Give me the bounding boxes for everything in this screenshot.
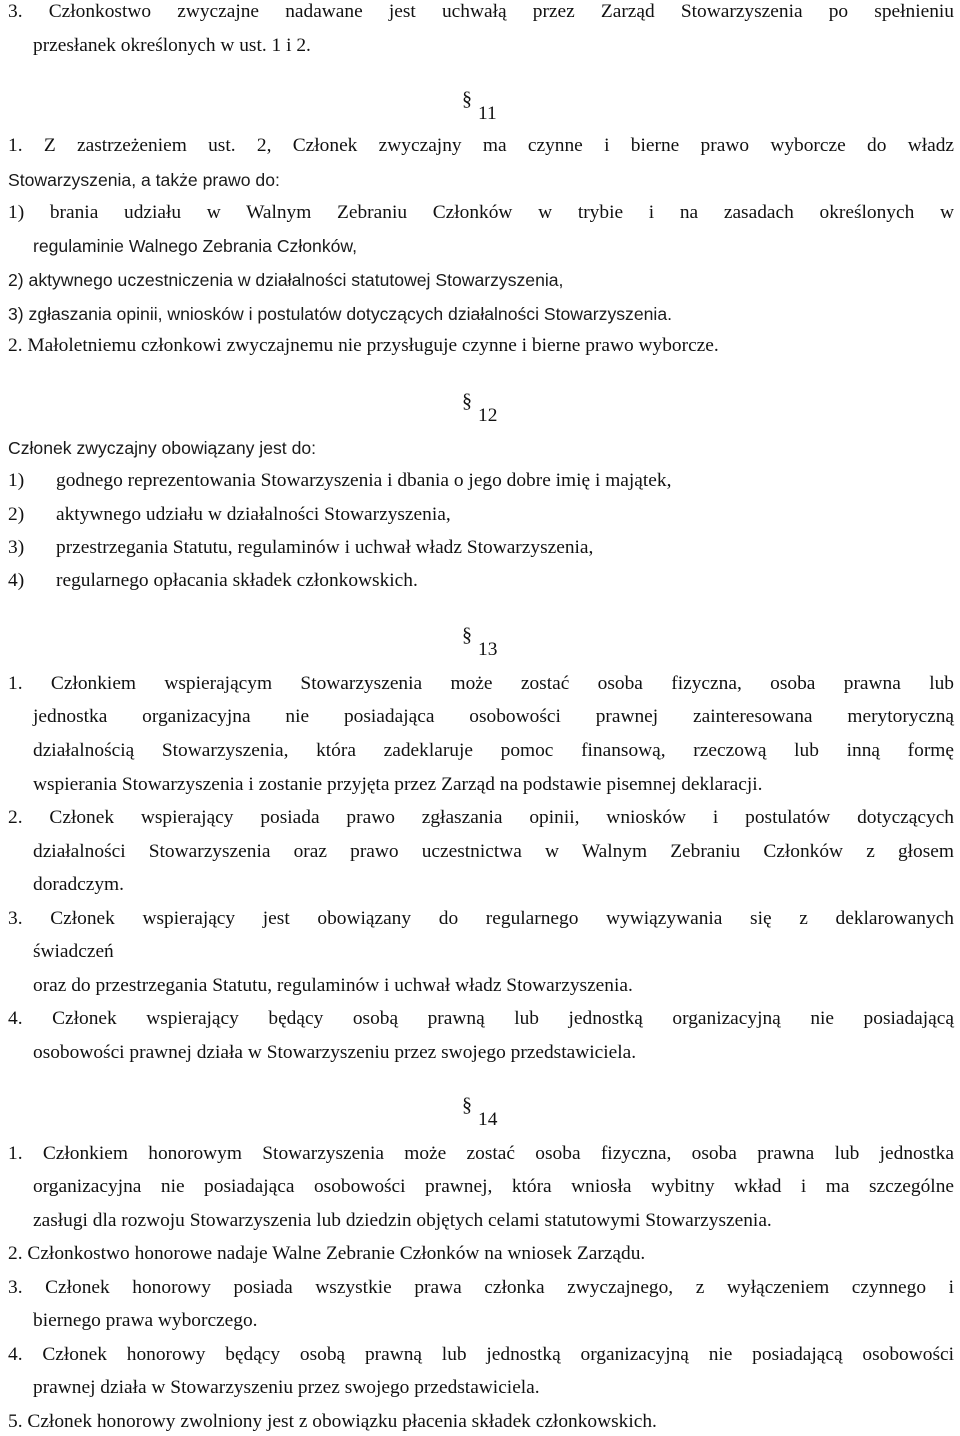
list-item: 3) zgłaszania opinii, wniosków i postulatów dotyczących działalności Stowarzyszenia.: [8, 304, 672, 324]
paragraph-line: Członek zwyczajny obowiązany jest do:: [8, 438, 317, 458]
paragraph-line: 4. Członek wspierający będący osobą prawną lub jednostką organizacyjną nie posiadającą: [8, 1008, 954, 1029]
list-item-number: 2): [8, 504, 25, 525]
section-number: 11: [478, 103, 497, 124]
section-mark: §: [462, 1094, 472, 1116]
paragraph-line: 1. Z zastrzeżeniem ust. 2, Członek zwyczajny ma czynne i bierne prawo wyborcze do władz: [8, 135, 954, 156]
paragraph-line: wspierania Stowarzyszenia i zostanie przyjęta przez Zarząd na podstawie pisemnej deklaracji.: [33, 774, 763, 795]
paragraph-line: organizacyjna nie posiadająca osobowości prawnej, która wniosła wybitny wkład i ma szczególne: [33, 1176, 954, 1197]
paragraph-line: działalnością Stowarzyszenia, która zadeklaruje pomoc finansową, rzeczową lub inną formę: [33, 740, 954, 761]
paragraph-line: jednostka organizacyjna nie posiadająca osobowości prawnej zainteresowana merytoryczną: [33, 706, 954, 727]
section-mark: §: [462, 390, 472, 412]
paragraph-line: 1. Członkiem wspierającym Stowarzyszenia może zostać osoba fizyczna, osoba prawna lub: [8, 673, 954, 694]
section-number: 13: [478, 639, 498, 660]
paragraph-line: przesłanek określonych w ust. 1 i 2.: [33, 35, 311, 56]
section-number: 12: [478, 405, 498, 426]
paragraph-line: 5. Członek honorowy zwolniony jest z obowiązku płacenia składek członkowskich.: [8, 1411, 657, 1432]
list-item: 2) aktywnego uczestniczenia w działalności statutowej Stowarzyszenia,: [8, 270, 564, 290]
list-item-number: 1): [8, 470, 25, 491]
paragraph-line: biernego prawa wyborczego.: [33, 1310, 258, 1331]
list-item: [8, 469, 671, 493]
paragraph-line: Stowarzyszenia, a także prawo do:: [8, 170, 280, 190]
paragraph-line: działalności Stowarzyszenia oraz prawo uczestnictwa w Walnym Zebraniu Członków z głosem: [33, 841, 954, 862]
paragraph-line: 3. Członek honorowy posiada wszystkie prawa członka zwyczajnego, z wyłączeniem czynnego i: [8, 1277, 954, 1298]
list-item-text: aktywnego udziału w działalności Stowarzyszenia,: [56, 504, 451, 525]
list-item-line: regulaminie Walnego Zebrania Członków,: [33, 236, 358, 256]
paragraph-line: 1. Członkiem honorowym Stowarzyszenia może zostać osoba fizyczna, osoba prawna lub jednostka: [8, 1143, 954, 1164]
paragraph-line: 2. Członkostwo honorowe nadaje Walne Zebranie Członków na wniosek Zarządu.: [8, 1243, 646, 1264]
list-item-number: 3): [8, 537, 25, 558]
paragraph-line: świadczeń: [33, 941, 114, 962]
list-item: [8, 569, 418, 593]
paragraph-line: zasługi dla rozwoju Stowarzyszenia lub dziedzin objętych celami statutowymi Stowarzyszenia.: [33, 1210, 772, 1231]
section-heading-13: [462, 624, 498, 662]
list-item: [8, 536, 593, 560]
section-mark: §: [462, 624, 472, 646]
paragraph-line: osobowości prawnej działa w Stowarzyszeniu przez swojego przedstawiciela.: [33, 1042, 637, 1063]
paragraph-line: doradczym.: [33, 874, 124, 895]
paragraph-line: 4. Członek honorowy będący osobą prawną lub jednostką organizacyjną nie posiadającą osobowości: [8, 1344, 954, 1365]
paragraph-line: oraz do przestrzegania Statutu, regulaminów i uchwał władz Stowarzyszenia.: [33, 975, 633, 996]
section-heading-12: [462, 390, 498, 428]
list-item-number: 4): [8, 570, 25, 591]
paragraph-line: 2. Małoletniemu członkowi zwyczajnemu nie przysługuje czynne i bierne prawo wyborcze.: [8, 335, 719, 356]
paragraph-line: 2. Członek wspierający posiada prawo zgłaszania opinii, wniosków i postulatów dotyczących: [8, 807, 954, 828]
list-item-text: regularnego opłacania składek członkowskich.: [56, 570, 418, 591]
paragraph-line: prawnej działa w Stowarzyszeniu przez swojego przedstawiciela.: [33, 1377, 540, 1398]
section-heading-14: [462, 1094, 498, 1132]
section-number: 14: [478, 1109, 498, 1130]
list-item-line: 1) brania udziału w Walnym Zebraniu Członków w trybie i na zasadach określonych w: [8, 202, 954, 223]
paragraph-line: 3. Członkostwo zwyczajne nadawane jest uchwałą przez Zarząd Stowarzyszenia po spełnieniu: [8, 1, 954, 22]
list-item-text: przestrzegania Statutu, regulaminów i uchwał władz Stowarzyszenia,: [56, 537, 594, 558]
section-mark: §: [462, 88, 472, 110]
list-item-text: godnego reprezentowania Stowarzyszenia i dbania o jego dobre imię i majątek,: [56, 470, 672, 491]
paragraph-line: 3. Członek wspierający jest obowiązany do regularnego wywiązywania się z deklarowanych: [8, 908, 954, 929]
section-heading-11: [462, 88, 497, 126]
list-item: [8, 503, 451, 527]
